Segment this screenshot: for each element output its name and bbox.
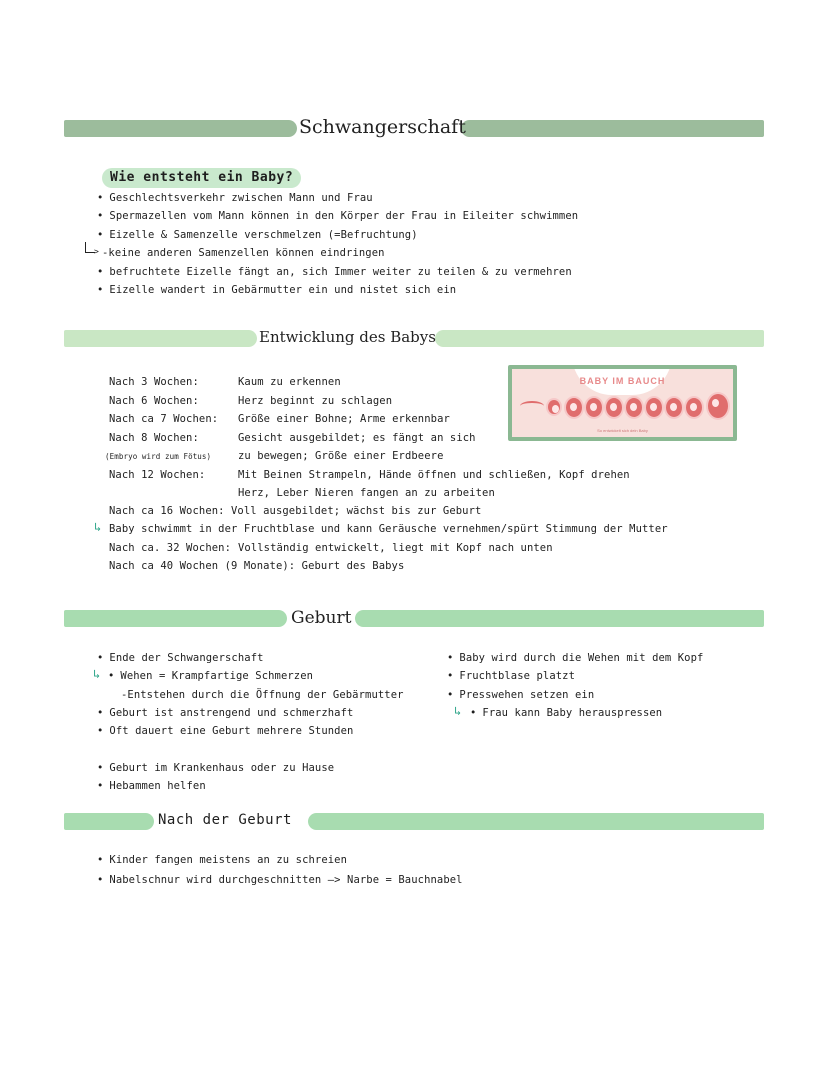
- dev-label-note: (Embryo wird zum Fötus): [105, 452, 212, 461]
- list-item: • Oft dauert eine Geburt mehrere Stunden: [97, 725, 353, 737]
- dev-label: Nach ca 7 Wochen:: [109, 413, 219, 425]
- embryo-icon: [606, 398, 622, 417]
- embryo-icon: [686, 398, 702, 417]
- dev-line: Nach ca 16 Wochen: Voll ausgebildet; wächst bis zur Geburt: [109, 505, 482, 517]
- dev-text: Mit Beinen Strampeln, Hände öffnen und schließen, Kopf drehen: [238, 469, 630, 481]
- title-bar-right: [461, 120, 764, 137]
- list-item: • Fruchtblase platzt: [447, 670, 575, 682]
- section2-heading: Entwicklung des Babys: [259, 328, 436, 346]
- dev-text: Größe einer Bohne; Arme erkennbar: [238, 413, 450, 425]
- list-item: • Ende der Schwangerschaft: [97, 652, 264, 664]
- list-item: • Geburt ist anstrengend und schmerzhaft: [97, 707, 353, 719]
- list-item: -keine anderen Samenzellen können eindringen: [102, 247, 385, 259]
- dev-text: Herz beginnt zu schlagen: [238, 395, 393, 407]
- dev-label: Nach ca. 32 Wochen:: [109, 542, 232, 554]
- dev-text: zu bewegen; Größe einer Erdbeere: [238, 450, 444, 462]
- list-item: • Nabelschnur wird durchgeschnitten —> Narbe = Bauchnabel: [97, 874, 463, 886]
- list-item: • Spermazellen vom Mann können in den Körper der Frau in Eileiter schwimmen: [97, 210, 578, 222]
- image-caption: So entwickelt sich dein Baby: [597, 428, 648, 433]
- title-bar-left: [64, 120, 297, 137]
- section3-bar-left: [64, 610, 287, 627]
- dev-text: Gesicht ausgebildet; es fängt an sich: [238, 432, 476, 444]
- image-title: BABY IM BAUCH: [579, 376, 666, 386]
- embryo-icon: [548, 400, 560, 414]
- arrow-return-icon: ↳: [454, 704, 462, 718]
- section2-bar-right: [435, 330, 764, 347]
- list-item: • Wehen = Krampfartige Schmerzen: [108, 670, 313, 682]
- section4-bar-right: [308, 813, 764, 830]
- dev-line: Baby schwimmt in der Fruchtblase und kann Geräusche vernehmen/spürt Stimmung der Mutter: [109, 523, 668, 535]
- list-item: • Geburt im Krankenhaus oder zu Hause: [97, 762, 334, 774]
- list-item: • Kinder fangen meistens an zu schreien: [97, 854, 347, 866]
- dev-label: Nach 6 Wochen:: [109, 395, 199, 407]
- uterus-icon: [520, 401, 544, 411]
- section3-heading: Geburt: [291, 608, 352, 628]
- section4-heading: Nach der Geburt: [158, 812, 292, 828]
- dev-text: Vollständig entwickelt, liegt mit Kopf nach unten: [238, 542, 553, 554]
- embryo-icon: [586, 398, 602, 417]
- dev-label: Nach 12 Wochen:: [109, 469, 206, 481]
- list-item: • Hebammen helfen: [97, 780, 206, 792]
- list-item: • Baby wird durch die Wehen mit dem Kopf: [447, 652, 703, 664]
- embryo-icon: [708, 394, 728, 418]
- arrow-return-icon: ↳: [93, 667, 101, 681]
- section3-bar-right: [355, 610, 764, 627]
- dev-text: Kaum zu erkennen: [238, 376, 341, 388]
- dev-label: Nach 3 Wochen:: [109, 376, 199, 388]
- list-item: • Frau kann Baby herauspressen: [470, 707, 662, 719]
- embryo-icon: [666, 398, 682, 417]
- list-item: • Geschlechtsverkehr zwischen Mann und Frau: [97, 192, 373, 204]
- dev-text: Herz, Leber Nieren fangen an zu arbeiten: [238, 487, 495, 499]
- dev-line: Nach ca 40 Wochen (9 Monate): Geburt des Babys: [109, 560, 405, 572]
- list-item: -Entstehen durch die Öffnung der Gebärmutter: [121, 689, 404, 701]
- page-title: Schwangerschaft: [299, 116, 466, 138]
- list-item: • Eizelle & Samenzelle verschmelzen (=Befruchtung): [97, 229, 418, 241]
- embryo-icon: [566, 398, 582, 417]
- arrow-return-icon: ↳: [94, 520, 102, 534]
- section1-heading: Wie entsteht ein Baby?: [102, 168, 301, 188]
- list-item: • Presswehen setzen ein: [447, 689, 594, 701]
- section2-bar-left: [64, 330, 257, 347]
- embryo-icon: [626, 398, 642, 417]
- embryo-icon: [646, 398, 662, 417]
- list-item: • Eizelle wandert in Gebärmutter ein und nistet sich ein: [97, 284, 456, 296]
- baby-development-image: [508, 365, 737, 441]
- section4-bar-left: [64, 813, 154, 830]
- dev-label: Nach 8 Wochen:: [109, 432, 199, 444]
- arrow-head-icon: >: [94, 247, 99, 256]
- list-item: • befruchtete Eizelle fängt an, sich Immer weiter zu teilen & zu vermehren: [97, 266, 572, 278]
